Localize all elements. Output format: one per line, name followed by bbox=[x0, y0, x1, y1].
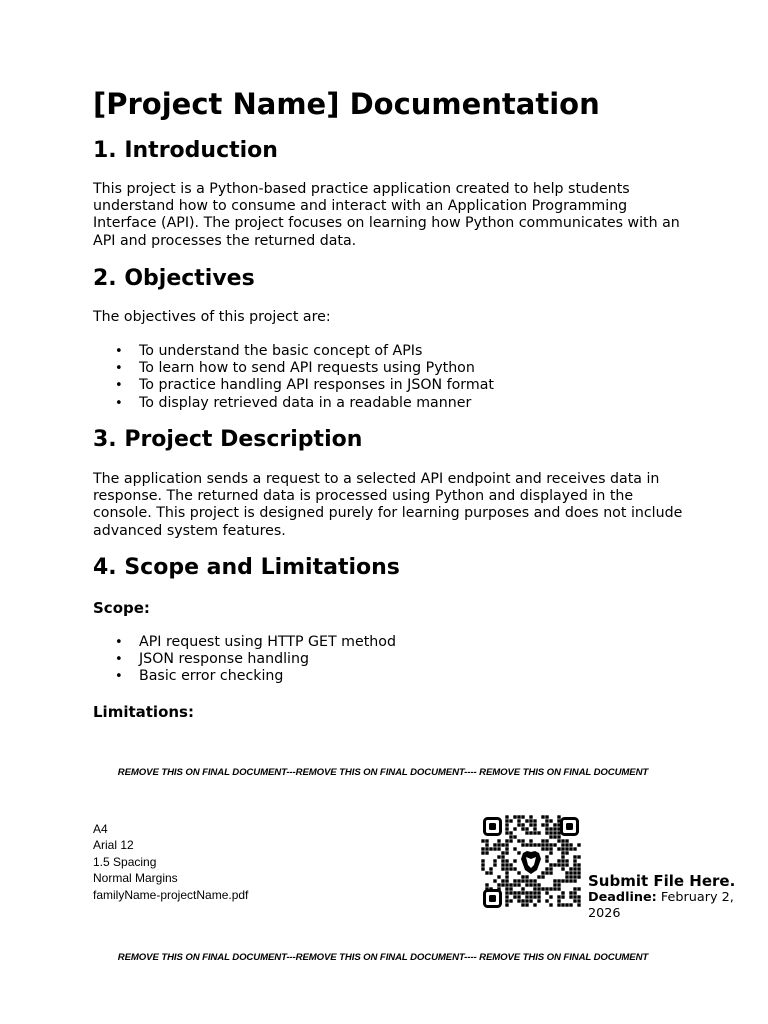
list-item: • To understand the basic concept of APIs bbox=[115, 343, 423, 359]
bullet-dot-icon: • bbox=[115, 652, 123, 668]
deadline-label: Deadline: bbox=[588, 890, 657, 905]
list-item: • API request using HTTP GET method bbox=[115, 634, 396, 650]
objectives-intro: The objectives of this project are: bbox=[93, 309, 331, 325]
bullet-dot-icon: • bbox=[115, 378, 123, 394]
submit-title: Submit File Here. bbox=[588, 872, 736, 890]
list-item: • Basic error checking bbox=[115, 668, 284, 685]
remove-notice-top: REMOVE THIS ON FINAL DOCUMENT---REMOVE THIS ON FINAL DOCUMENT---- REMOVE THIS ON FINAL DOCUMENT bbox=[117, 767, 649, 778]
qr-code-icon[interactable] bbox=[481, 815, 581, 910]
format-note: 1.5 Spacing bbox=[93, 854, 157, 869]
list-item: • To learn how to send API requests using Python bbox=[115, 360, 475, 377]
heading-objectives: 2. Objectives bbox=[93, 266, 255, 291]
bullet-dot-icon: • bbox=[115, 361, 123, 377]
list-item: • To display retrieved data in a readable manner bbox=[115, 394, 472, 411]
bullet-dot-icon: • bbox=[115, 344, 123, 359]
heading-introduction: 1. Introduction bbox=[93, 138, 278, 163]
document-title: [Project Name] Documentation bbox=[93, 87, 600, 121]
deadline bbox=[588, 890, 758, 922]
list-item: • To practice handling API responses in JSON format bbox=[115, 377, 494, 394]
bullet-dot-icon: • bbox=[115, 635, 123, 650]
format-note: familyName-projectName.pdf bbox=[93, 887, 249, 902]
deadline-value: February 2, 2026 bbox=[588, 890, 734, 921]
objectives-list bbox=[93, 343, 494, 412]
bullet-dot-icon: • bbox=[115, 669, 123, 685]
list-item: • JSON response handling bbox=[115, 651, 309, 668]
limitations-label: Limitations: bbox=[93, 703, 194, 721]
heading-project-description: 3. Project Description bbox=[93, 427, 363, 452]
introduction-paragraph: This project is a Python-based practice application created to help students understand how to consume and interact with an Application Programming Interface (API). The project focuses on learning how Python communicates with an API and processes the returned data. bbox=[93, 181, 680, 249]
bullet-dot-icon: • bbox=[115, 395, 123, 411]
remove-notice-bottom: REMOVE THIS ON FINAL DOCUMENT---REMOVE THIS ON FINAL DOCUMENT---- REMOVE THIS ON FINAL DOCUMENT bbox=[117, 952, 649, 963]
heading-scope-limitations: 4. Scope and Limitations bbox=[93, 555, 400, 580]
project-description-paragraph: The application sends a request to a selected API endpoint and receives data in response. The returned data is processed using Python and displayed in the console. This project is designed purely for learning purposes and does not include advanced system features. bbox=[93, 471, 683, 539]
format-notes bbox=[93, 821, 248, 903]
format-note: Normal Margins bbox=[93, 871, 178, 886]
scope-label: Scope: bbox=[93, 599, 150, 617]
format-note: A4 bbox=[93, 822, 108, 836]
format-note: Arial 12 bbox=[93, 838, 134, 853]
scope-list bbox=[93, 634, 396, 686]
